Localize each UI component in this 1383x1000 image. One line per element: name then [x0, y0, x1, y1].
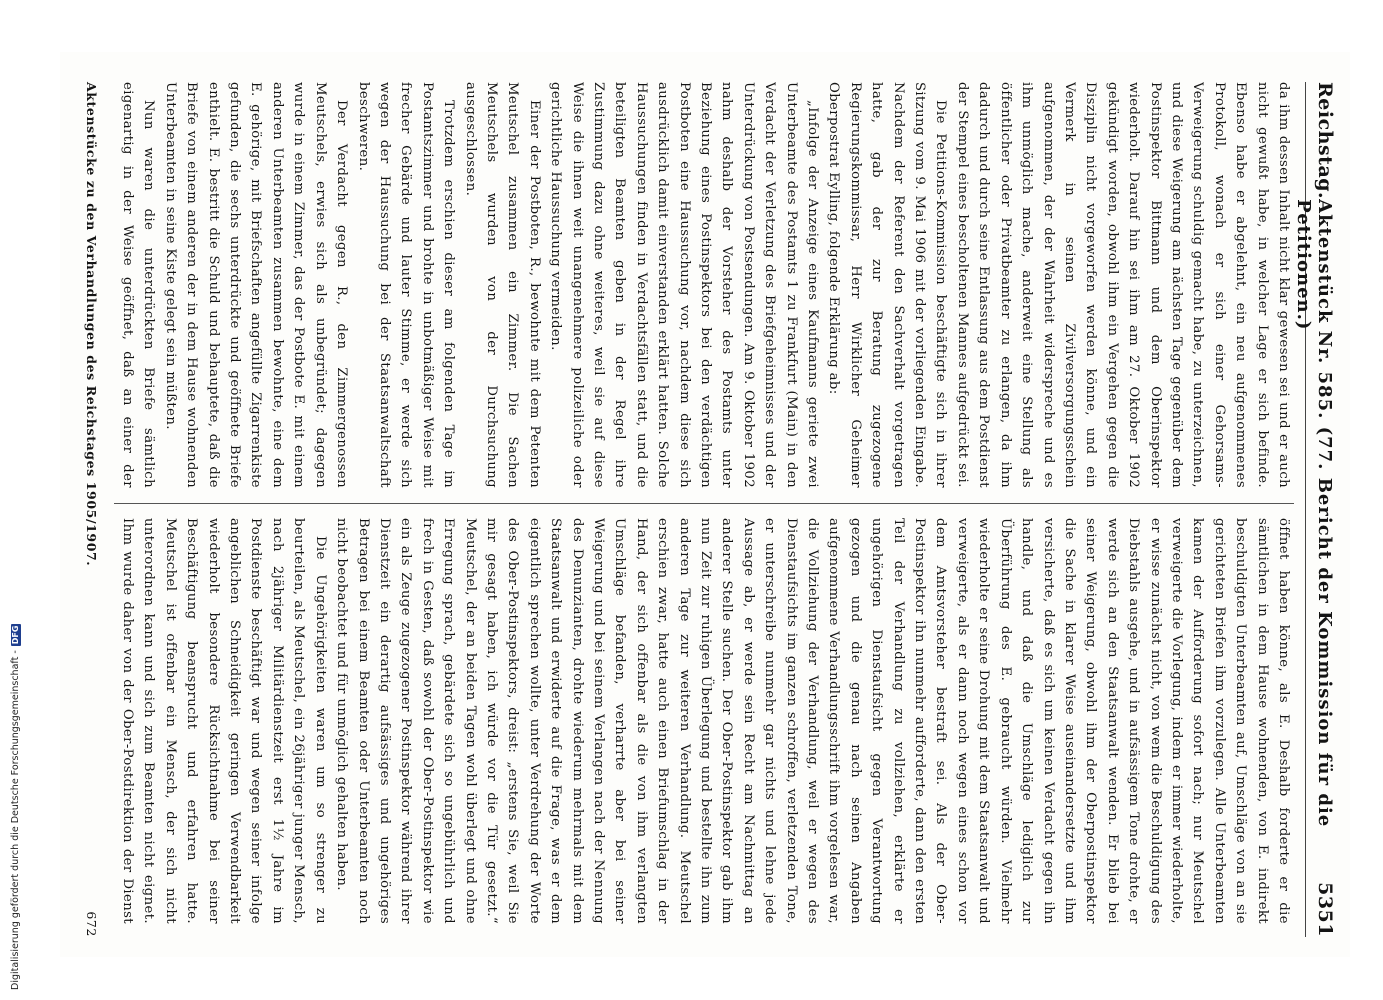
footer-source: Aktenstücke zu den Verhandlungen des Reichstages 1905/1907.	[84, 82, 100, 567]
paragraph: „Infolge der Anzeige eines Kaufmanns geriete zwei Unterbeamte des Postamts 1 zu Frankfurt (Main) in den Verdacht der Verletzung des Briefgeheimnisses und der Unterdrückung von Postsendungen. Am 9. Oktober 1902 nahm deshalb der Vorsteher des Postamts unter Beziehung eines Postinspektors bei den verdächtigen Postboten eine Haussuchung vor, nachdem diese sich ausdrücklich damit einverstanden erklärt hatten. Solche Haussuchungen finden in Verdachtsfällen statt, und die beteiligten Beamten geben in der Regel ihre Zustimmung dazu ohne weiteres, weil sie auf diese Weise die ihnen weit unangenehmere polizeiliche oder gerichtliche Haussuchung vermeiden.	[548, 82, 821, 488]
running-head	[1293, 82, 1336, 937]
paragraph: da ihm dessen Inhalt nicht klar gewesen sei und er auch nicht gewußt habe, in welcher Lage er sich befinde. Ebenso habe er abgelehnt, ein neu aufgenommenes Protokoll, wonach er sich einer Gehorsams-Verweigerung schuldig gemacht habe, zu unterzeichnen, und diese Weigerung am nächsten Tage gegenüber dem Postinspektor Bittmann und dem Oberinspektor wiederholt. Darauf hin sei ihm am 27. Oktober 1902 gekündigt worden, obwohl ihm ein Vergehen gegen die Disziplin nicht vorgeworfen werden könne, und ein Vermerk in seinen Zivilversorgungsschein aufgenommen, der der Wahrheit widerspreche und es ihm unmöglich mache, anderweit eine Stellung als öffentlicher oder Privatbeamter zu erlangen, da ihm dadurch und durch seine Entlassung aus dem Postdienst der Stempel eines bescholtenen Mannes aufgedrückt sei.	[954, 82, 1291, 488]
header-title: Aktenstück Nr. 585. (77. Bericht der Kommission für die Petitionen.)	[1293, 199, 1335, 828]
text-column-right	[114, 518, 1294, 924]
paragraph: Nun waren die unterdrückten Briefe sämtlich eigenartig in der Weise geöffnet, daß an einer der	[120, 82, 157, 488]
paragraph: Die Petitions-Kommission beschäftigte sich in ihrer Sitzung vom 9. Mai 1906 mit der vorliegenden Eingabe. Nachdem der Referent den Sachverhalt vorgetragen hatte, gab der zur Beratung zugezogene Regierungskommissar, Herr Wirklicher Geheimer Oberpostrat Eylling, folgende Erklärung ab:	[826, 82, 949, 488]
dfg-notice-text: Digitalisierung gefördert durch die Deutsche Forschungsgemeinschaft -	[10, 650, 21, 990]
scanned-page	[60, 52, 1350, 957]
column-divider	[114, 503, 1294, 504]
page-footer	[78, 82, 106, 937]
paragraph: öffnet haben könne, als E. Deshalb forderte er die sämtlichen in dem Hause wohnenden, von E. indirekt beschuldigten Unterbeamten auf, Umschläge von an sie gerichteten Briefen ihm vorzulegen. Alle Unterbeamten kamen der Aufforderung sofort nach; nur Meutschel verweigerte die Vorlegung, indem er immer wiederholte, er wisse zunächst nicht, von wem die Beschuldigung des Diebstahls ausgehe, und in aufsässigem Tone drohte, er werde sich an den Staatsanwalt wenden. Er blieb bei seiner Weigerung, obwohl ihm der Oberpostinspektor die Sache in klarer Weise auseinandersetzte und ihm versicherte, daß es sich um keinen Verdacht gegen ihn handle, und daß die Umschläge lediglich zur Überführung des E. gebraucht würden. Vielmehr wiederholte er seine Drohung mit dem Staatsanwalt und verweigerte, als er dann noch wegen eines schon vor dem Amtsvorsteher bestraft sei. Als der Ober-Postinspektor ihn nunmehr aufforderte, dann den ersten Teil der Verhandlung zu vollziehen, erklärte er ungehörigen Dienstaufsicht gegen Verantwortung gezogen und die genau nach seinen Angaben aufgenommene Verhandlungsschrift ihm vorgelesen war, die Vollziehung der Verhandlung, weil er wegen des Dienstaufsichts im ganzen schroffen, verletzenden Tone, er unterschreibe nunmehr gar nichts und lehne jede Aussage ab, er werde sein Recht am Nachmittag an anderer Stelle suchen. Der Ober-Postinspektor gab ihm nun Zeit zur ruhigen Überlegung und bestellte ihn zum anderen Tage zur weiteren Verhandlung. Meutschel erschien zwar, hatte auch einen Briefumschlag in der Hand, der sich offenbar als die von ihm verlangten Umschläge befanden, verharrte aber bei seiner Weigerung und bei seinem Verlangen nach der Nennung des Denunzianten, drohte wiederum mehrmals mit dem Staatsanwalt und erwiderte auf die Frage, was er dem eigentlich sprechen wollte, unter Verdrehung der Worte des Ober-Postinspektors, dreist: „erstens Sie, weil Sie mir gesagt haben, ich würde vor die Tür gesetzt.“ Meutschel, der an beiden Tagen wohl überlegt und ohne Erregung sprach, gebärdete sich so ungebührlich und frech in Gesten, daß sowohl der Ober-Postinspektor wie ein als Zeuge zugezogener Postinspektor während ihrer Dienstzeit ein derartig aufsässiges und ungehöriges Betragen bei einem Beamten oder Unterbeamten noch nicht beobachtet und für unmöglich gehalten haben.	[334, 518, 1291, 924]
paragraph: Einer der Postboten, R., bewohnte mit dem Petenten Meutschel zusammen ein Zimmer. Die Sachen Meutschels wurden von der Durchsuchung ausgeschlossen.	[462, 82, 542, 488]
paragraph: Die Ungehörigkeiten waren um so strenger zu beurteilen, als Meutschel, ein 26jähriger junger Mensch, nach 2jähriger Militärdienstzeit erst 1½ Jahre im Postdienste beschäftigt war und wegen seiner infolge angeblichen Schneidigkeit geringen Verwendbarkeit wiederholt besondere Rücksichtnahme bei seiner Beschäftigung beansprucht und erfahren hatte. Meutschel ist offenbar ein Mensch, der sich nicht unterordnen kann und sich zum Beamten nicht eignet. Ihm wurde daher von der Ober-Postdirektion der Dienst	[120, 518, 328, 924]
footer-number: 672	[84, 911, 100, 937]
rotated-page-content	[60, 52, 1350, 957]
digitization-sidebar	[0, 0, 22, 1000]
paragraph: Der Verdacht gegen R., den Zimmergenossen Meutschels, erwies sich als unbegründet; dagegen wurde in einem Zimmer, das der Postbote E. mit einem anderen Unterbeamten zusammen bewohnte, eine dem E. gehörige, mit Briefschaften angefüllte Zigarrenkiste gefunden, die sechs unterdrückte und geöffnete Briefe enthielt. E. bestritt die Schuld und behauptete, daß die Briefe von einem anderen der in dem Hause wohnenden Unterbeamten in seine Kiste gelegt sein müßten.	[162, 82, 350, 488]
paragraph: Trotzdem erschien dieser am folgenden Tage im Postamtszimmer und brohte in unbotmäßiger Weise mit frecher Gebärde und lauter Stimme, er werde sich wegen der Haussuchung bei der Staatsanwaltschaft beschweren.	[355, 82, 457, 488]
text-column-left	[114, 82, 1294, 488]
header-left: Reichstag.	[1314, 82, 1336, 200]
page-number: 5351	[1314, 882, 1336, 937]
dfg-logo: DFG	[11, 625, 20, 645]
digitization-notice	[11, 624, 21, 990]
